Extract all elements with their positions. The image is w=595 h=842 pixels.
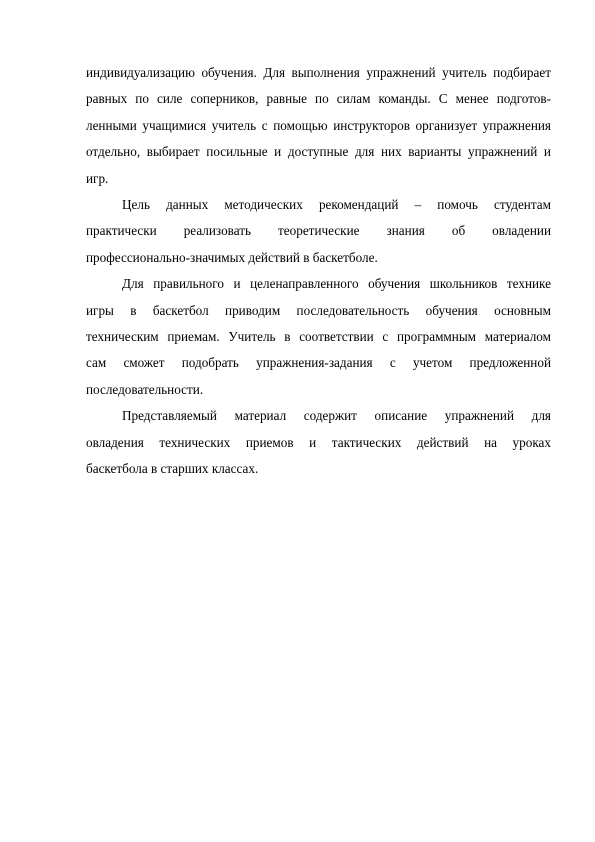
text-line: игр. [86,170,109,186]
text-line: Для правильного и целенаправленного обучения школьников технике [122,276,551,292]
paragraph-continuation [86,60,551,192]
text-line: отдельно, выбирает посильные и доступные для них варианты упражнений и [86,144,551,160]
paragraph-goal [86,192,551,271]
text-line: ленными учащимися учитель с помощью инструкторов организует упражнения [86,117,551,133]
text-line: профессионально-значимых действий в баскетболе. [86,249,378,265]
text-line: практически реализовать теоретические знания об овладении [86,223,551,239]
text-line: баскетбола в старших классах. [86,461,259,477]
text-line: овладения технических приемов и тактических действий на уроках [86,434,551,450]
text-line: техническим приемам. Учитель в соответствии с программным материалом [86,329,551,345]
text-line: последовательности. [86,381,204,397]
text-line: индивидуализацию обучения. Для выполнения упражнений учитель подбирает [86,65,551,80]
paragraph-sequence [86,271,551,403]
text-line: сам сможет подобрать упражнения-задания с учетом предложенной [86,355,551,371]
text-line: Представляемый материал содержит описание упражнений для [122,408,551,424]
text-line: игры в баскетбол приводим последовательность обучения основным [86,302,551,318]
paragraph-material [86,403,551,482]
text-line: равных по силе соперников, равные по силам команды. С менее подготов- [86,91,551,107]
text-line: Цель данных методических рекомендаций – помочь студентам [122,197,551,213]
